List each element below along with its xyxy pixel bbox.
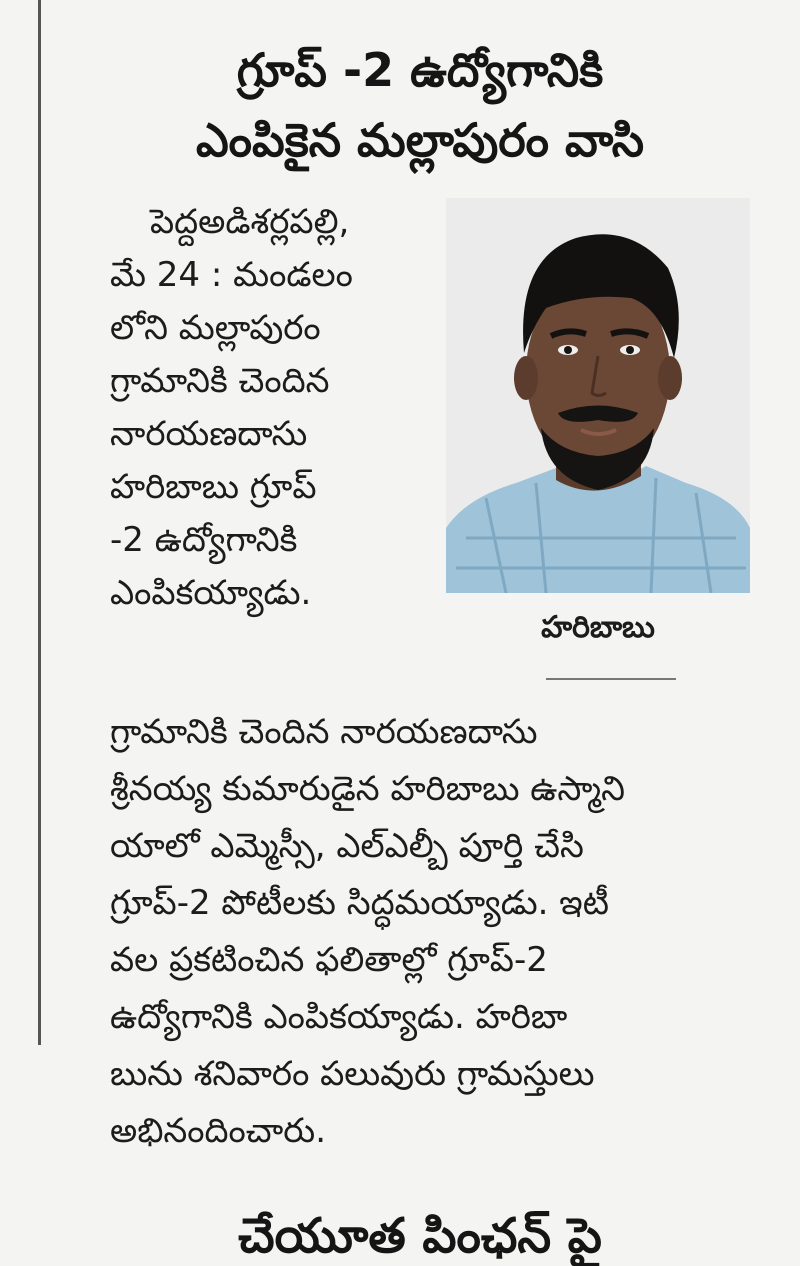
portrait-illustration [446,198,750,593]
article-body [110,704,750,1160]
body-line: గ్రూప్-2 పోటీలకు సిద్ధమయ్యాడు. ఇటీ [110,883,609,923]
body-line: యాలో ఎమ్మెస్సీ, ఎల్ఎల్బీ పూర్తి చేసి [110,826,584,866]
body-line: వల ప్రకటించిన ఫలితాల్లో గ్రూప్-2 [110,940,548,980]
next-headline-cutoff: చేయూత పింఛన్ పై [238,1208,602,1264]
article-intro [110,196,410,620]
body-line: శ్రీనయ్య కుమారుడైన హరిబాబు ఉస్మాని [110,769,625,809]
body-line: గ్రామానికి చెందిన నారయణదాసు [110,712,538,752]
photo-caption: హరిబాబు [541,610,655,645]
headline-line-1: గ్రూప్ -2 ఉద్యోగానికి [236,43,604,97]
intro-line: నారయణదాసు [110,414,308,454]
column-divider [38,0,41,1045]
intro-line: హరిబాబు గ్రూప్ [110,467,317,507]
intro-line: లోని మల్లాపురం [110,308,321,348]
intro-line: మే 24 : మండలం [110,255,353,295]
intro-line: గ్రామానికి చెందిన [110,361,330,401]
portrait-photo [446,198,750,593]
body-line: ఉద్యోగానికి ఎంపికయ్యాడు. హరిబా [110,997,568,1037]
headline-line-2: ఎంపికైన మల్లాపురం వాసి [195,113,645,167]
caption-divider [546,678,676,680]
intro-line: ఎంపికయ్యాడు. [110,573,312,613]
intro-line: -2 ఉద్యోగానికి [110,520,298,560]
body-line: బును శనివారం పలువురు గ్రామస్తులు [110,1054,595,1094]
intro-line: పెద్దఅడిశర్లపల్లి, [150,202,350,242]
body-line: అభినందించారు. [110,1111,326,1151]
